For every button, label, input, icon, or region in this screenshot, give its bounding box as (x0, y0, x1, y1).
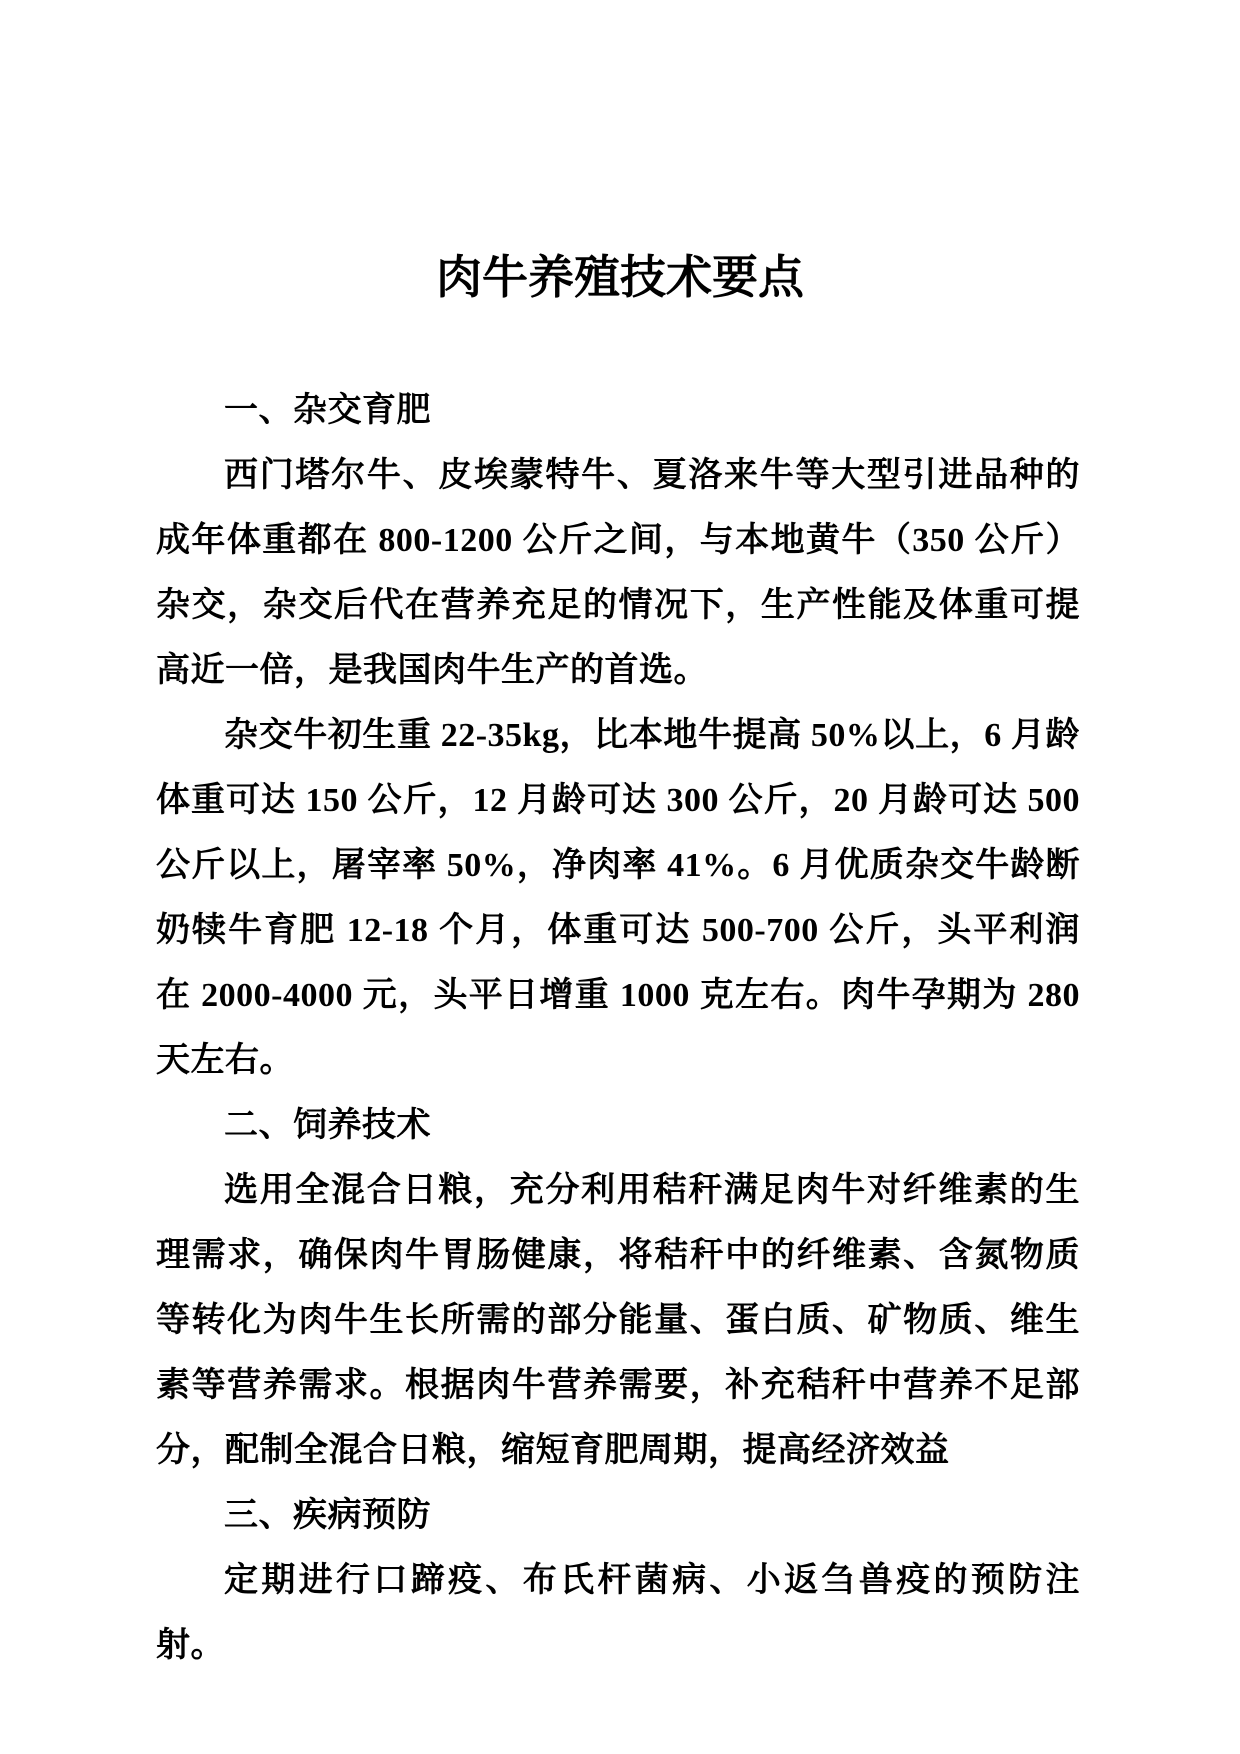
section-heading-feeding: 二、饲养技术 (224, 1107, 431, 1144)
page-title: 肉牛养殖技术要点 (436, 252, 804, 303)
document-body (156, 378, 1080, 1678)
paragraph-disease: 定期进行口蹄疫、布氏杆菌病、小返刍兽疫的预防注射。 (156, 1562, 1080, 1664)
paragraph-feeding: 选用全混合日粮，充分利用秸秆满足肉牛对纤维素的生理需求，确保肉牛胃肠健康，将秸秆中的纤维素、含氮物质等转化为肉牛生长所需的部分能量、蛋白质、矿物质、维生素等营养需求。根据肉牛营养需要，补充秸秆中营养不足部分，配制全混合日粮，缩短育肥周期，提高经济效益 (156, 1172, 1080, 1469)
paragraph-crossbred-growth: 杂交牛初生重 22-35kg，比本地牛提高 50%以上，6 月龄体重可达 150 公斤，12 月龄可达 300 公斤，20 月龄可达 500 公斤以上，屠宰率 50%，净肉率 41%。6 月优质杂交牛龄断奶犊牛育肥 12-18 个月，体重可达 500-700 公斤，头平利润在 2000-4000 元，头平日增重 1000 克左右。肉牛孕期为 280 天左右。 (156, 717, 1080, 1079)
paragraph-breeds: 西门塔尔牛、皮埃蒙特牛、夏洛来牛等大型引进品种的成年体重都在 800-1200 公斤之间，与本地黄牛（350 公斤）杂交，杂交后代在营养充足的情况下，生产性能及体重可提高近一倍，是我国肉牛生产的首选。 (156, 457, 1080, 689)
section-heading-disease: 三、疾病预防 (224, 1497, 431, 1534)
section-heading-crossbreeding: 一、杂交育肥 (224, 392, 431, 429)
